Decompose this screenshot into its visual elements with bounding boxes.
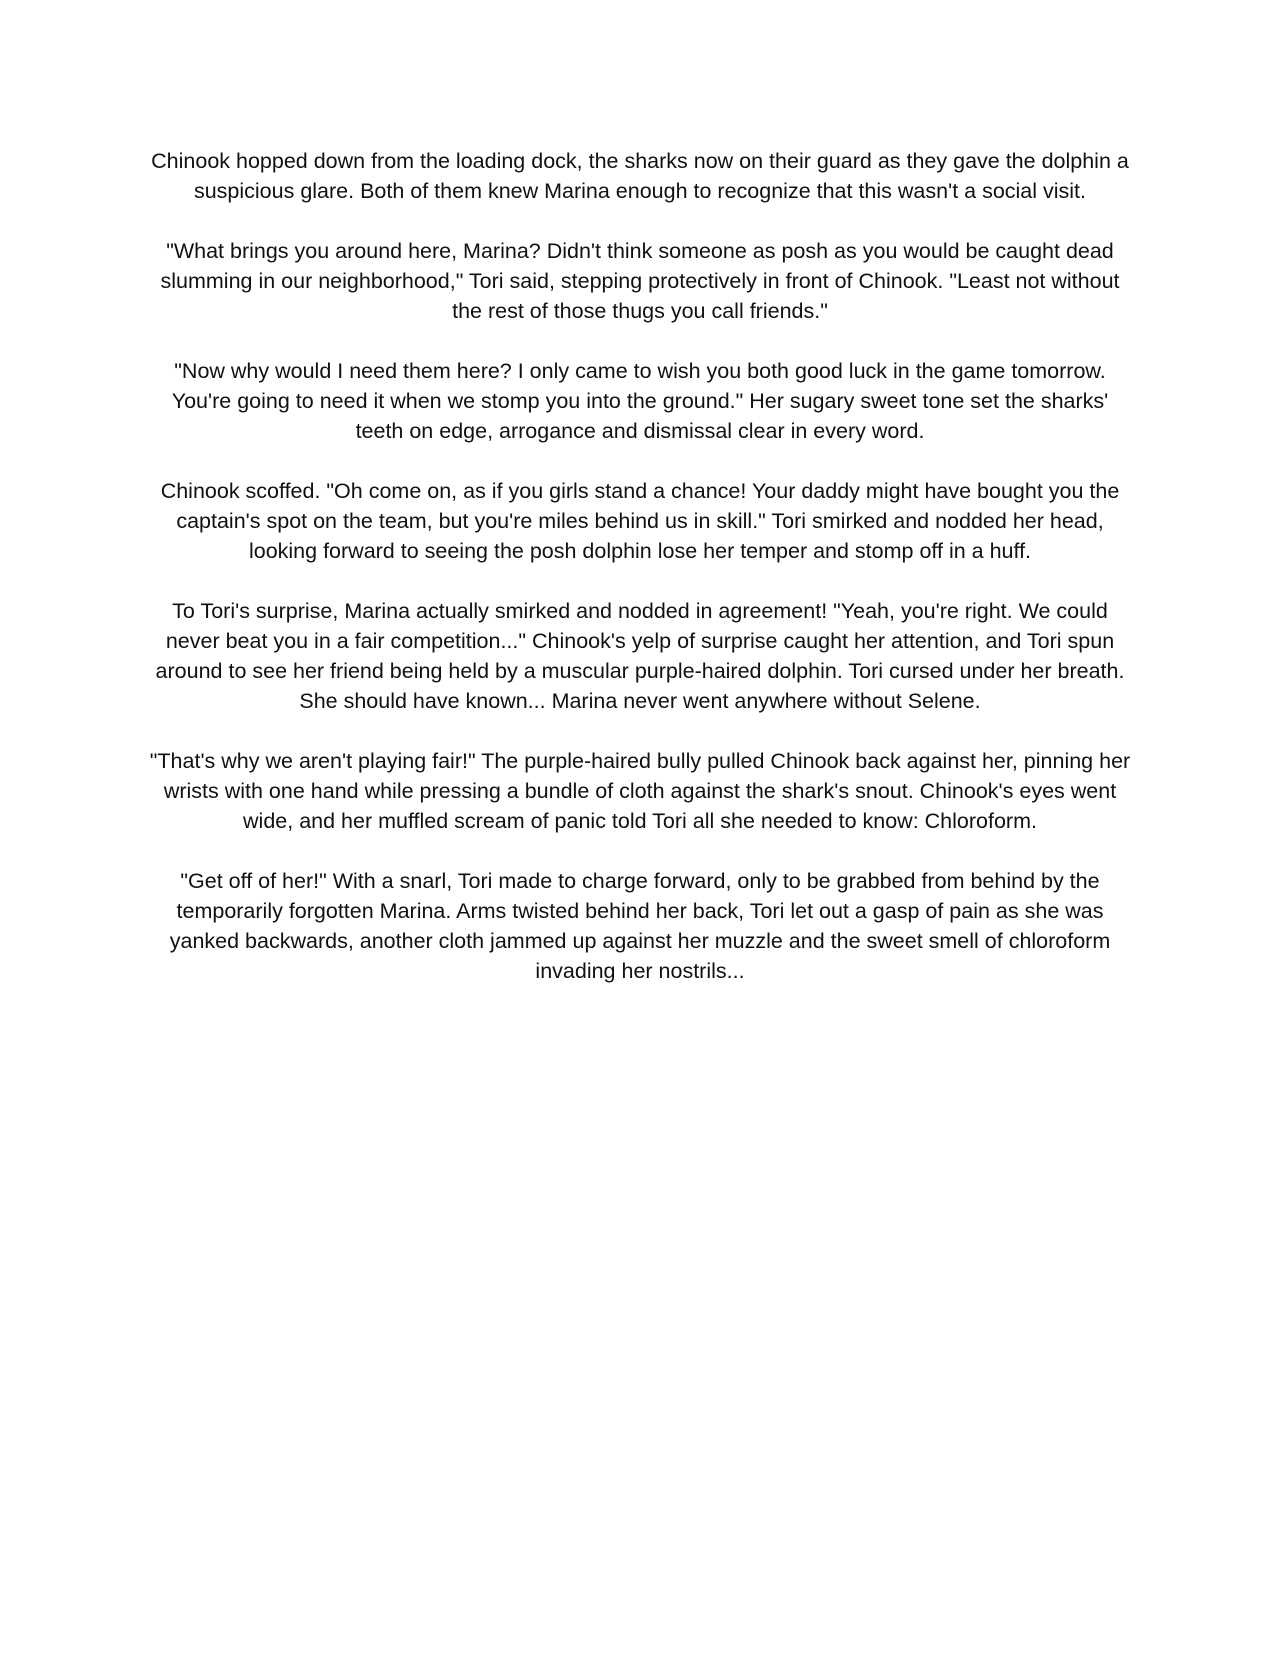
paragraph-6: "That's why we aren't playing fair!" The purple-haired bully pulled Chinook back against her, pinning her wrists with one hand while pressing a bundle of cloth against the shark's snout. Chinook's eyes went wide, and her muffled scream of panic told Tori all she needed to know: Chloroform. (149, 749, 1131, 833)
paragraph-3: "Now why would I need them here? I only came to wish you both good luck in the game tomorrow. You're going to need it when we stomp you into the ground." Her sugary sweet tone set the sharks' teeth on edge, arrogance and dismissal clear in every word. (171, 359, 1109, 443)
paragraph-7: "Get off of her!" With a snarl, Tori made to charge forward, only to be grabbed from behind by the temporarily forgotten Marina. Arms twisted behind her back, Tori let out a gasp of pain as she was yanked backwards, another cloth jammed up against her muzzle and the sweet smell of chloroform invading her nostrils... (169, 869, 1111, 983)
paragraph-4: Chinook scoffed. "Oh come on, as if you girls stand a chance! Your daddy might have bought you the captain's spot on the team, but you're miles behind us in skill." Tori smirked and nodded her head, looking forward to seeing the posh dolphin lose her temper and stomp off in a huff. (160, 479, 1120, 563)
paragraph-2: "What brings you around here, Marina? Didn't think someone as posh as you would be caught dead slumming in our neighborhood," Tori said, stepping protectively in front of Chinook. "Least not without the rest of those thugs you call friends." (160, 239, 1120, 323)
story-text (148, 146, 1132, 1016)
paragraph-1: Chinook hopped down from the loading dock, the sharks now on their guard as they gave the dolphin a suspicious glare. Both of them knew Marina enough to recognize that this wasn't a social visit. (151, 149, 1129, 203)
paragraph-5: To Tori's surprise, Marina actually smirked and nodded in agreement! "Yeah, you're right. We could never beat you in a fair competition..." Chinook's yelp of surprise caught her attention, and Tori spun around to see her friend being held by a muscular purple-haired dolphin. Tori cursed under her breath. She should have known... Marina never went anywhere without Selene. (155, 599, 1125, 713)
